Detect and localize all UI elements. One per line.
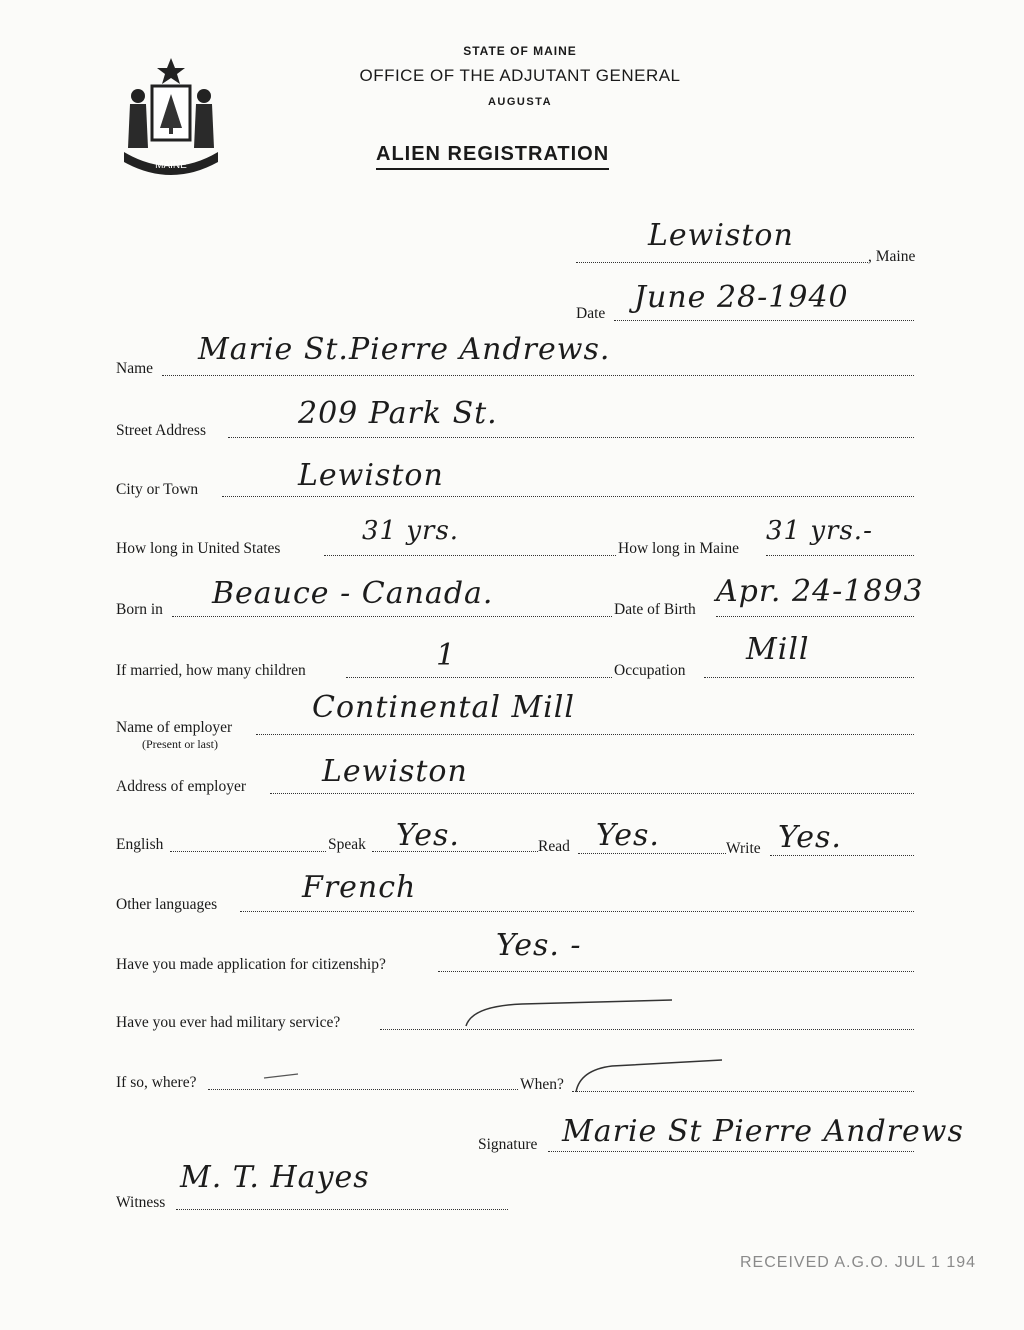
- signature-label: Signature: [478, 1136, 538, 1153]
- other-languages-line: [240, 911, 914, 912]
- city-label: City or Town: [116, 481, 199, 498]
- date-line: [614, 320, 914, 321]
- date-label: Date: [576, 305, 606, 322]
- name-line: [162, 375, 914, 376]
- employer-note: (Present or last): [142, 737, 218, 751]
- witness-label: Witness: [116, 1194, 166, 1211]
- dob-label: Date of Birth: [614, 601, 696, 618]
- signature-line: [548, 1151, 914, 1152]
- children-value: 1: [436, 638, 457, 673]
- military-label: Have you ever had military service?: [116, 1014, 341, 1031]
- read-value: Yes.: [596, 818, 660, 853]
- name-label: Name: [116, 360, 154, 377]
- military-dash-mark: [462, 996, 682, 1032]
- born-in-label: Born in: [116, 601, 163, 618]
- english-label: English: [116, 836, 164, 853]
- employer-address-label: Address of employer: [116, 778, 246, 795]
- dob-line: [716, 616, 914, 617]
- when-dash-mark: [572, 1056, 732, 1096]
- street-line: [228, 437, 914, 438]
- speak-label: Speak: [328, 836, 366, 853]
- maine-duration-line: [766, 555, 914, 556]
- street-label: Street Address: [116, 422, 206, 439]
- dob-value: Apr. 24-1893: [716, 574, 924, 609]
- born-in-line: [172, 616, 612, 617]
- witness-line: [176, 1209, 508, 1210]
- when-label: When?: [520, 1076, 564, 1093]
- employer-line: [256, 734, 914, 735]
- where-label: If so, where?: [116, 1074, 197, 1091]
- born-in-value: Beauce - Canada.: [212, 576, 494, 611]
- city-line: [222, 496, 914, 497]
- street-value: 209 Park St.: [298, 396, 498, 431]
- us-duration-line: [324, 555, 616, 556]
- where-line: [208, 1089, 518, 1090]
- english-line: [170, 851, 326, 852]
- received-stamp: RECEIVED A.G.O. JUL 1 194: [740, 1254, 977, 1271]
- us-duration-value: 31 yrs.: [362, 516, 460, 546]
- maine-label: , Maine: [868, 248, 916, 265]
- town-value: Lewiston: [648, 218, 794, 253]
- write-label: Write: [726, 840, 761, 857]
- occupation-line: [704, 677, 914, 678]
- header-office: OFFICE OF THE ADJUTANT GENERAL: [359, 66, 681, 85]
- citizenship-value: Yes. -: [496, 928, 582, 963]
- signature-value: Marie St Pierre Andrews: [562, 1114, 964, 1149]
- citizenship-line: [438, 971, 914, 972]
- where-dash-mark: [262, 1070, 302, 1084]
- other-languages-value: French: [302, 870, 417, 905]
- town-line: [576, 262, 868, 263]
- maine-duration-value: 31 yrs.-: [766, 516, 873, 546]
- header-state: STATE OF MAINE: [463, 44, 577, 58]
- citizenship-label: Have you made application for citizenship?: [116, 956, 386, 973]
- speak-value: Yes.: [396, 818, 460, 853]
- name-value: Marie St.Pierre Andrews.: [198, 332, 611, 367]
- employer-label: Name of employer: [116, 719, 233, 736]
- seal-motto: MAINE: [155, 160, 187, 171]
- other-languages-label: Other languages: [116, 896, 218, 913]
- header-city: AUGUSTA: [487, 96, 553, 108]
- write-line: [770, 855, 914, 856]
- occupation-label: Occupation: [614, 662, 686, 679]
- read-label: Read: [538, 838, 570, 855]
- form-title: ALIEN REGISTRATION: [376, 143, 609, 170]
- employer-value: Continental Mill: [312, 690, 575, 725]
- employer-address-line: [270, 793, 914, 794]
- maine-state-seal-icon: [118, 56, 224, 178]
- us-duration-label: How long in United States: [116, 540, 281, 557]
- occupation-value: Mill: [746, 632, 810, 667]
- children-line: [346, 677, 612, 678]
- witness-value: M. T. Hayes: [180, 1160, 370, 1195]
- date-value: June 28-1940: [634, 280, 849, 315]
- maine-duration-label: How long in Maine: [618, 540, 739, 557]
- employer-address-value: Lewiston: [322, 754, 468, 789]
- children-label: If married, how many children: [116, 662, 306, 679]
- city-value: Lewiston: [298, 458, 444, 493]
- read-line: [578, 853, 726, 854]
- write-value: Yes.: [778, 820, 842, 855]
